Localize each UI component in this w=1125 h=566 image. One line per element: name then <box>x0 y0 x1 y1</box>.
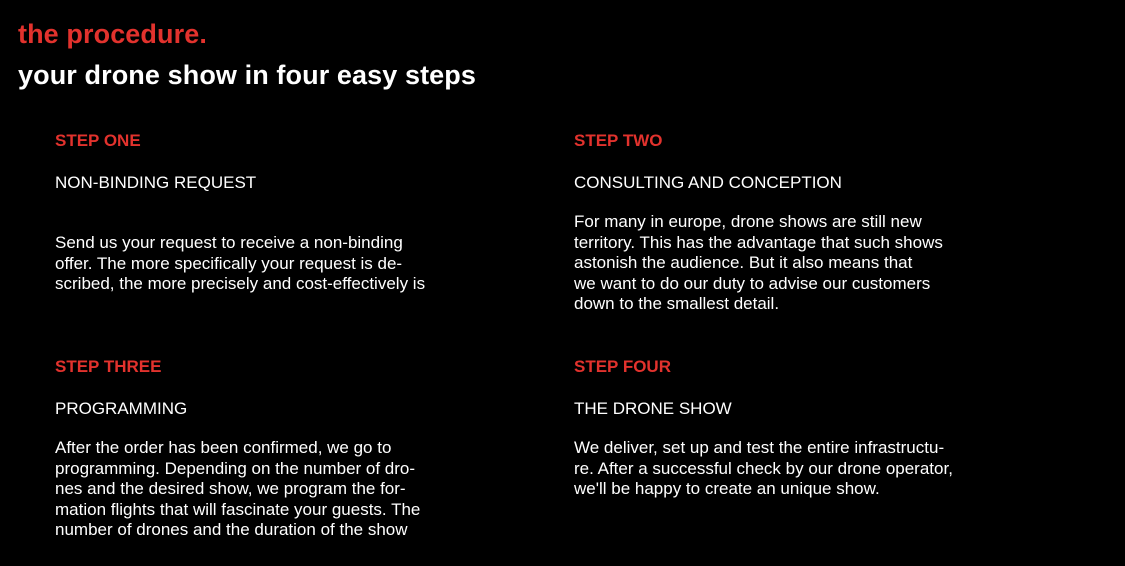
step-two-label: STEP TWO <box>574 131 663 150</box>
section-kicker: the procedure. <box>18 19 207 49</box>
step-four-description-line: We deliver, set up and test the entire infrastructu- <box>574 438 945 457</box>
step-three-description-line: nes and the desired show, we program the for- <box>55 479 406 499</box>
step-three-title: PROGRAMMING <box>55 399 188 418</box>
step-four-label: STEP FOUR <box>574 357 671 376</box>
step-four-description-line: re. After a successful check by our drone operator, <box>574 458 953 478</box>
step-one-description <box>55 233 425 295</box>
step-four-description-line: we'll be happy to create an unique show. <box>574 479 880 499</box>
step-three-description <box>55 438 420 541</box>
step-one-label: STEP ONE <box>55 131 141 150</box>
step-one-description-line: scribed, the more precisely and cost-effectively is <box>55 274 426 294</box>
step-one-description-line: offer. The more specifically your request is de- <box>55 253 403 273</box>
step-one-description-line: Send us your request to receive a non-binding <box>55 233 403 252</box>
step-three-label: STEP THREE <box>55 357 162 376</box>
step-three-description-line: number of drones and the duration of the show <box>55 520 408 540</box>
step-two-description-line: down to the smallest detail. <box>574 294 780 314</box>
step-two-description-line: For many in europe, drone shows are still new <box>574 212 922 231</box>
step-three-description-line: mation flights that will fascinate your guests. The <box>55 499 421 519</box>
step-two-title: CONSULTING AND CONCEPTION <box>574 173 842 192</box>
step-two-description-line: we want to do our duty to advise our customers <box>574 273 931 293</box>
page-title: your drone show in four easy steps <box>18 60 476 90</box>
step-three-description-line: programming. Depending on the number of dro- <box>55 458 416 478</box>
step-four-description <box>574 438 953 500</box>
step-one-title: NON-BINDING REQUEST <box>55 173 257 192</box>
step-three-description-line: After the order has been confirmed, we go to <box>55 438 392 457</box>
step-two-description <box>574 212 943 315</box>
step-two-description-line: territory. This has the advantage that such shows <box>574 232 943 252</box>
step-two-description-line: astonish the audience. But it also means that <box>574 253 913 273</box>
step-four-title: THE DRONE SHOW <box>574 399 732 418</box>
